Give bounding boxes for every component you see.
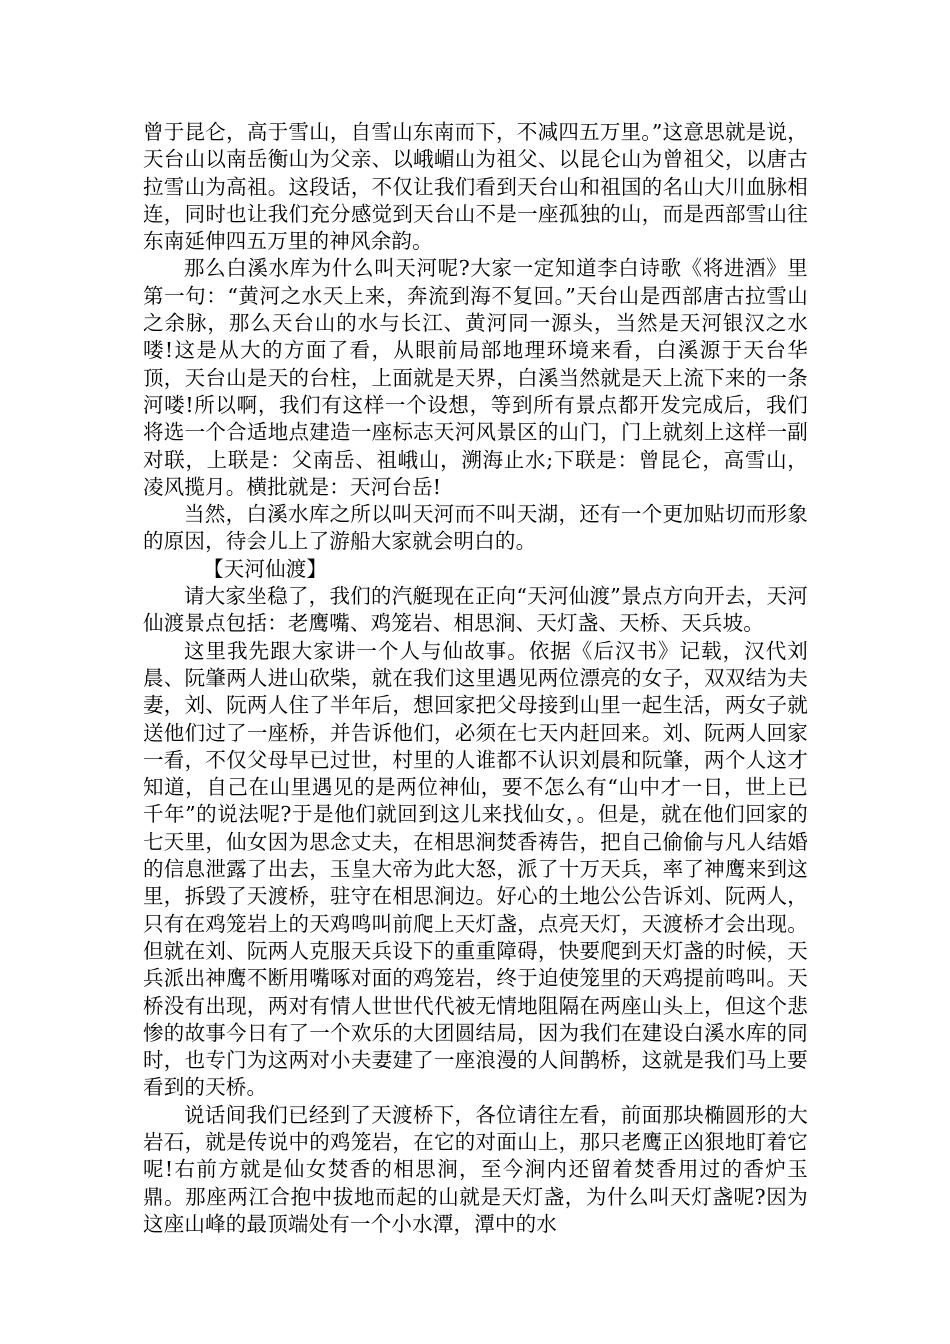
paragraph-1: 曾于昆仑，高于雪山，自雪山东南而下，不减四五万里。”这意思就是说，天台山以南岳衡山为父亲、以峨嵋山为祖父、以昆仑山为曾祖父，以唐古拉雪山为高祖。这段话，不仅让我们看到天台山和祖国的名山大川血脉相连，同时也让我们充分感觉到天台山不是一座孤独的山，而是西部雪山往东南延伸四五万里的神风余韵。 <box>143 120 808 254</box>
paragraph-3: 当然，白溪水库之所以叫天河而不叫天湖，还有一个更加贴切而形象的原因，待会儿上了游船大家就会明白的。 <box>143 502 808 554</box>
document-body <box>143 119 808 1238</box>
paragraph-4: 请大家坐稳了，我们的汽艇现在正向“天河仙渡”景点方向开去，天河仙渡景点包括：老鹰嘴、鸡笼岩、相思涧、天灯盏、天桥、天兵坡。 <box>143 584 808 636</box>
paragraph-2: 那么白溪水库为什么叫天河呢?大家一定知道李白诗歌《将进酒》里第一句：“黄河之水天上来，奔流到海不复回。”天台山是西部唐古拉雪山之余脉，那么天台山的水与长江、黄河同一源头，当然是天河银汉之水喽!这是从大的方面了看，从眼前局部地理环境来看，白溪源于天台华顶，天台山是天的台柱，上面就是天界，白溪当然就是天上流下来的一条河喽!所以啊，我们有这样一个设想，等到所有景点都开发完成后，我们将选一个合适地点建造一座标志天河风景区的山门，门上就刻上这样一副对联，上联是：父南岳、祖峨山，溯海止水;下联是：曾昆仑，高雪山，凌风揽月。横批就是：天河台岳! <box>143 256 808 499</box>
section-heading: 【天河仙渡】 <box>203 556 328 581</box>
paragraph-6: 说话间我们已经到了天渡桥下，各位请往左看，前面那块椭圆形的大岩石，就是传说中的鸡笼岩，在它的对面山上，那只老鹰正凶狠地盯着它呢!右前方就是仙女焚香的相思涧，至今涧内还留着焚香用过的香炉玉鼎。那座两江合抱中拔地而起的山就是天灯盏，为什么叫天灯盏呢?因为这座山峰的最顶端处有一个小水潭，潭中的水 <box>143 1102 808 1236</box>
paragraph-5: 这里我先跟大家讲一个人与仙故事。依据《后汉书》记载，汉代刘晨、阮肇两人进山砍柴，就在我们这里遇见两位漂亮的女子，双双结为夫妻，刘、阮两人住了半年后，想回家把父母接到山里一起生活，两女子就送他们过了一座桥，并告诉他们，必须在七天内赶回来。刘、阮两人回家一看，不仅父母早已过世，村里的人谁都不认识刘晨和阮肇，两个人这才知道，自己在山里遇见的是两位神仙，要不怎么有“山中才一日，世上已千年”的说法呢?于是他们就回到这儿来找仙女，。但是，就在他们回家的七天里，仙女因为思念丈夫，在相思涧焚香祷告，把自己偷偷与凡人结婚的信息泄露了出去，玉皇大帝为此大怒，派了十万天兵，率了神鹰来到这里，拆毁了天渡桥，驻守在相思涧边。好心的土地公公告诉刘、阮两人，只有在鸡笼岩上的天鸡鸣叫前爬上天灯盏，点亮天灯，天渡桥才会出现。但就在刘、阮两人克服天兵设下的重重障碍，快要爬到天灯盏的时候，天兵派出神鹰不断用嘴啄对面的鸡笼岩，终于迫使笼里的天鸡提前鸣叫。天桥没有出现，两对有情人世世代代被无情地阻隔在两座山头上，但这个悲惨的故事今日有了一个欢乐的大团圆结局，因为我们在建设白溪水库的同时，也专门为这两对小夫妻建了一座浪漫的人间鹊桥，这就是我们马上要看到的天桥。 <box>143 638 808 1100</box>
